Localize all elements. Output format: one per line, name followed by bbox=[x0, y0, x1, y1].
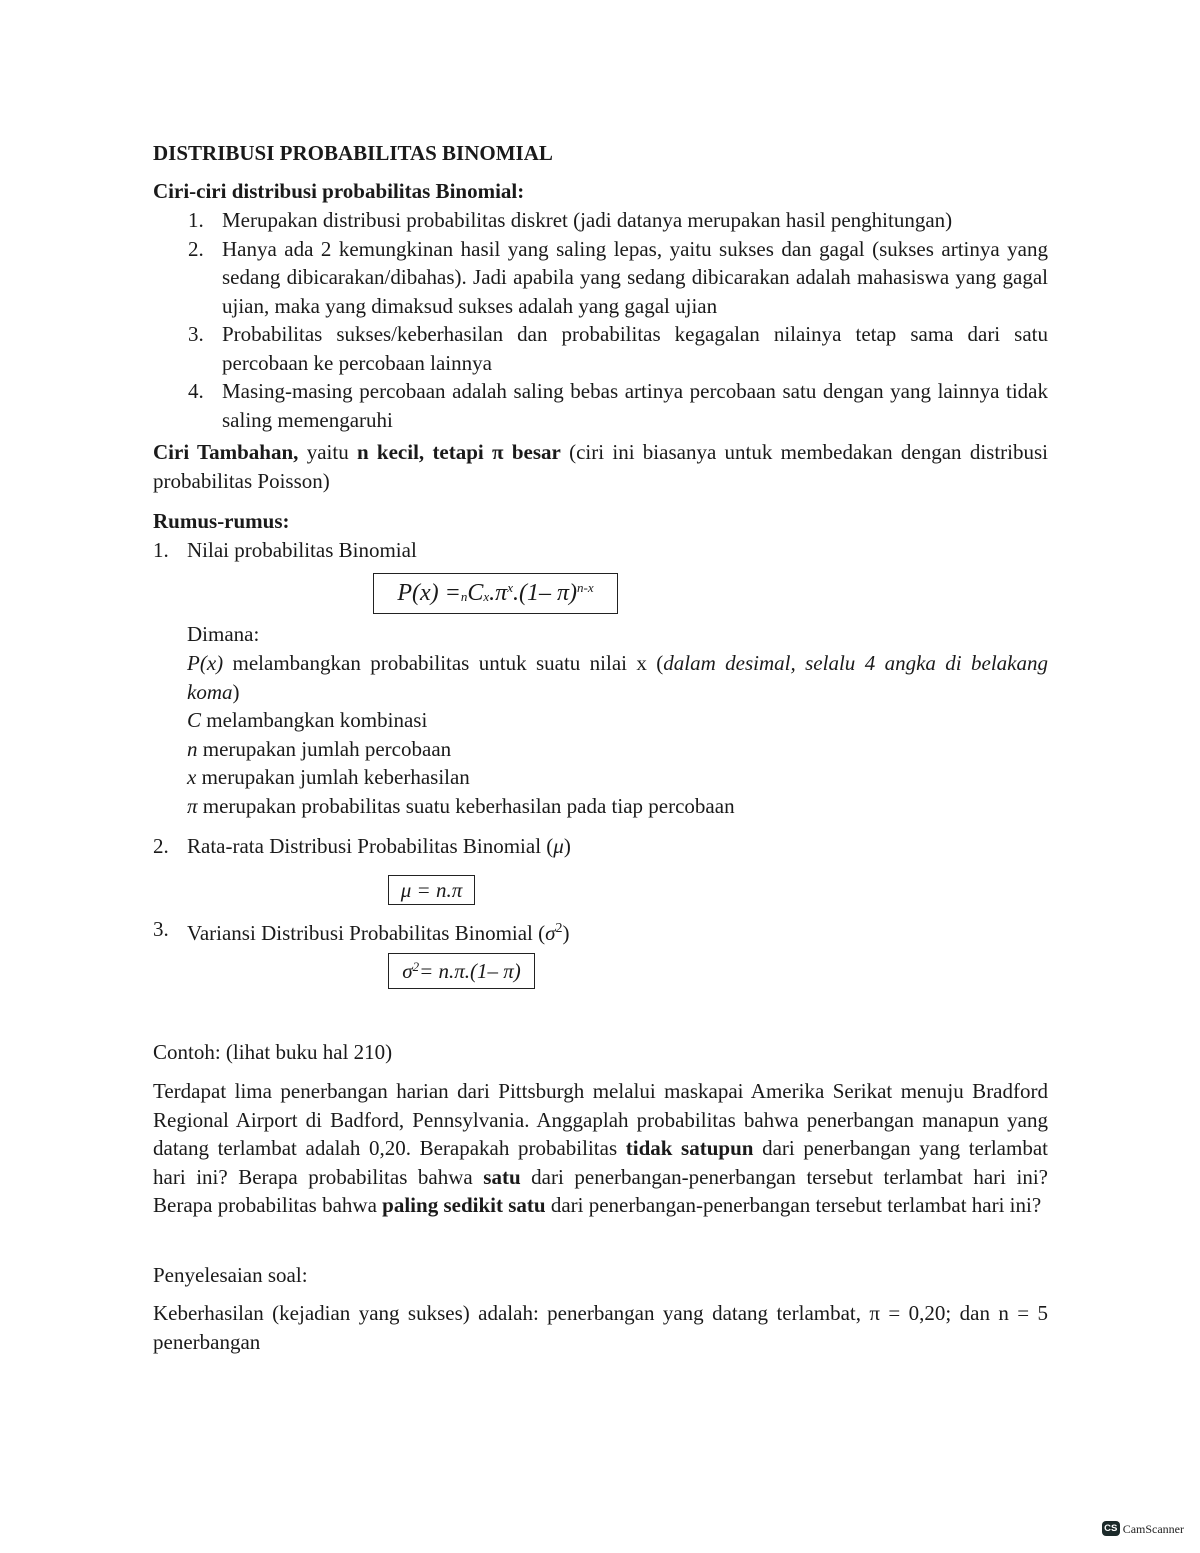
rumus-2-number: 2. bbox=[153, 834, 169, 858]
rumus-3-label: Variansi Distribusi Probabilitas Binomial $(\sigma^2)$ bbox=[187, 921, 570, 945]
ciri-tambahan: Ciri Tambahan, yaitu n kecil, tetapi π besar (ciri ini biasanya untuk membedakan dengan distribusi probabilitas Poisson) bbox=[153, 440, 1048, 493]
rumus-1-label: Nilai probabilitas Binomial bbox=[187, 538, 417, 562]
definition-pi: π merupakan probabilitas suatu keberhasilan pada tiap percobaan bbox=[187, 793, 735, 818]
penyelesaian-label: Penyelesaian soal: bbox=[153, 1263, 308, 1287]
contoh-label: Contoh: (lihat buku hal 210) bbox=[153, 1040, 393, 1064]
rumus-2-label: Rata-rata Distribusi Probabilitas Binomial (μ) bbox=[187, 834, 571, 858]
definition-c: C melambangkan kombinasi bbox=[187, 708, 428, 732]
rumus-1-number: 1. bbox=[153, 538, 169, 562]
definition-n: n merupakan jumlah percobaan bbox=[187, 736, 452, 761]
list-item: 4. Masing-masing percobaan adalah saling bebas artinya percobaan satu dengan yang lainnya tidak saling memengaruhi bbox=[188, 379, 1048, 432]
list-item: 2. Hanya ada 2 kemungkinan hasil yang saling lepas, yaitu sukses dan gagal (sukses artinya yang sedang dibicarakan/dibahas). Jadi apabila yang sedang dibicarakan adalah mahasiswa yang gagal ujian, maka yang dimaksud sukses adalah yang gagal ujian bbox=[188, 236, 1048, 318]
camscanner-logo-icon: CS bbox=[1102, 1521, 1120, 1536]
list-item: 1. Merupakan distribusi probabilitas diskret (jadi datanya merupakan hasil penghitungan) bbox=[188, 208, 953, 232]
camscanner-label: CamScanner bbox=[1122, 1521, 1184, 1536]
definition-x: x merupakan jumlah keberhasilan bbox=[187, 765, 470, 789]
mean-formula-box: μ = n.π bbox=[388, 875, 475, 905]
variance-formula-box: σ 2 = n.π.(1– π) bbox=[388, 953, 535, 989]
soal-paragraph: Terdapat lima penerbangan harian dari Pittsburgh melalui maskapai Amerika Serikat menuju Bradford Regional Airport di Badford, Pennsylvania. Anggaplah probabilitas bahwa penerbangan manapun yang datang terlambat adalah 0,20. Berapakah probabilitas tidak satupun dari penerbangan yang terlambat hari ini? Berapa probabilitas bahwa satu dari penerbangan-penerbangan tersebut terlambat hari ini? Berapa probabilitas bahwa paling sedikit satu dari penerbangan-penerbangan tersebut terlambat hari ini? bbox=[153, 1079, 1048, 1217]
keberhasilan-paragraph: Keberhasilan (kejadian yang sukses) adalah: penerbangan yang datang terlambat, π = 0,20; dan n = 5 penerbangan bbox=[153, 1301, 1048, 1354]
camscanner-watermark bbox=[1102, 1515, 1184, 1544]
rumus-3-number: 3. bbox=[153, 917, 169, 941]
rumus-heading: Rumus-rumus: bbox=[153, 509, 290, 533]
ciri-list bbox=[153, 206, 1048, 434]
list-item: 3. Probabilitas sukses/keberhasilan dan probabilitas kegagalan nilainya tetap sama dari satu percobaan ke percobaan lainnya bbox=[188, 322, 1048, 375]
dimana-label: Dimana: bbox=[187, 622, 260, 646]
binomial-formula-box: P(x) = n C x .π $^x$ .(1– π) $^{n-x}$ bbox=[373, 573, 618, 614]
page-title: DISTRIBUSI PROBABILITAS BINOMIAL bbox=[153, 141, 553, 165]
ciri-heading: Ciri-ciri distribusi probabilitas Binomial: bbox=[153, 179, 525, 203]
definition-px: P(x) melambangkan probabilitas untuk suatu nilai x (dalam desimal, selalu 4 angka di belakang koma) bbox=[187, 651, 1048, 704]
